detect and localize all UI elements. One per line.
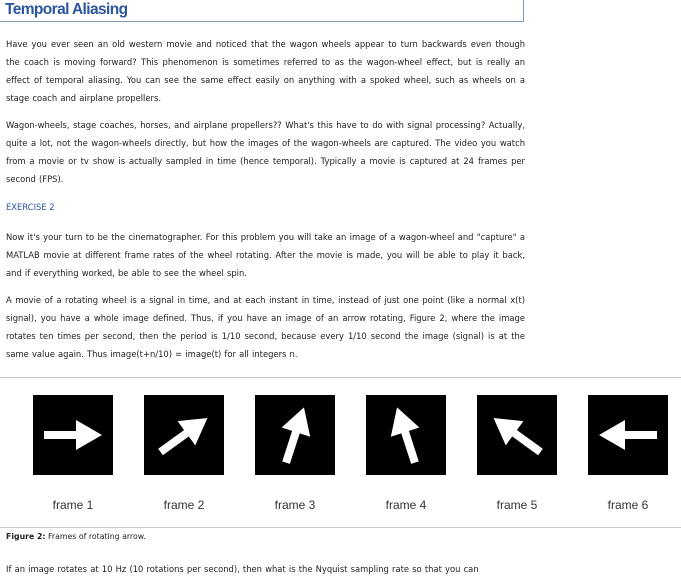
arrow-shaft xyxy=(44,431,78,439)
arrow-up-icon xyxy=(366,395,446,475)
figure-top-divider xyxy=(0,377,681,378)
arrow-up-icon xyxy=(255,395,335,475)
frame-4-label: frame 4 xyxy=(385,498,427,512)
frame-2-image xyxy=(144,395,224,475)
arrow-up-left-icon xyxy=(477,395,557,475)
paragraph-exercise: Now it's your turn to be the cinematographer. For this problem you will take an image of a wagon-wheel and "capture" a MATLAB movie at different frame rates of the wheel rotating. After the movie is made, you will be able to play it back, and if everything worked, be able to see the wheel spin. xyxy=(6,232,525,278)
frame-2-label: frame 2 xyxy=(163,498,205,512)
arrow-head xyxy=(383,403,420,437)
paragraph-rotating-wheel: A movie of a rotating wheel is a signal in time, and at each instant in time, instead of just one point (like a normal x(t) signal), you have a whole image defined. Thus, if you have an image of an arrow rotating, Figure 2, where the image rotates ten times per second, then the period is 1/10 second, because every 1/10 second the image (signal) is at the same value again. Thus image(t+n/10) = image(t) for all integers n. xyxy=(6,295,525,359)
arrow-up-right-icon xyxy=(144,395,224,475)
frame-1-label: frame 1 xyxy=(52,498,94,512)
arrow-shaft xyxy=(158,429,190,455)
paragraph-nyquist: If an image rotates at 10 Hz (10 rotations per second), then what is the Nyquist sampling rate so that you can xyxy=(6,564,479,574)
frame-5-label: frame 5 xyxy=(496,498,538,512)
figure-caption-label: Figure 2: xyxy=(6,532,46,541)
frame-5-image xyxy=(477,395,557,475)
frame-6-label: frame 6 xyxy=(607,498,649,512)
frame-1-image xyxy=(33,395,113,475)
paragraph-signal-processing: Wagon-wheels, stage coaches, horses, and airplane propellers?? What's this have to do with signal processing? Actually, quite a lot, not the wagon-wheels directly, but how the images of the wagon-wheels are captured. The video you watch from a movie or tv show is actually sampled in time (hence temporal). Typically a movie is captured at 24 frames per second (FPS). xyxy=(6,120,525,184)
paragraph-intro: Have you ever seen an old western movie and noticed that the wagon wheels appear to turn backwards even though the coach is moving forward? This phenomenon is sometimes referred to as the wagon-wheel effect, but is really an effect of temporal aliasing. You can see the same effect easily on anything with a spoked wheel, such as wheels on a stage coach and airplane propellers. xyxy=(6,39,525,103)
arrow-shaft xyxy=(401,429,419,464)
arrow-left-icon xyxy=(588,395,668,475)
page-title: Temporal Aliasing xyxy=(5,1,128,18)
arrow-shaft xyxy=(511,429,543,455)
frame-3-label: frame 3 xyxy=(274,498,316,512)
arrow-head xyxy=(599,420,625,450)
frame-3-image xyxy=(255,395,335,475)
figure-caption-text: Frames of rotating arrow. xyxy=(45,532,146,541)
arrow-right-icon xyxy=(33,395,113,475)
arrow-head xyxy=(76,420,102,450)
frame-6-image xyxy=(588,395,668,475)
arrow-head xyxy=(282,403,319,437)
figure-caption xyxy=(6,530,146,544)
arrow-shaft xyxy=(623,431,657,439)
figure-bottom-divider xyxy=(0,527,681,528)
arrow-shaft xyxy=(282,429,300,464)
frame-4-image xyxy=(366,395,446,475)
exercise-heading: EXERCISE 2 xyxy=(6,202,55,212)
section-header xyxy=(0,0,524,22)
